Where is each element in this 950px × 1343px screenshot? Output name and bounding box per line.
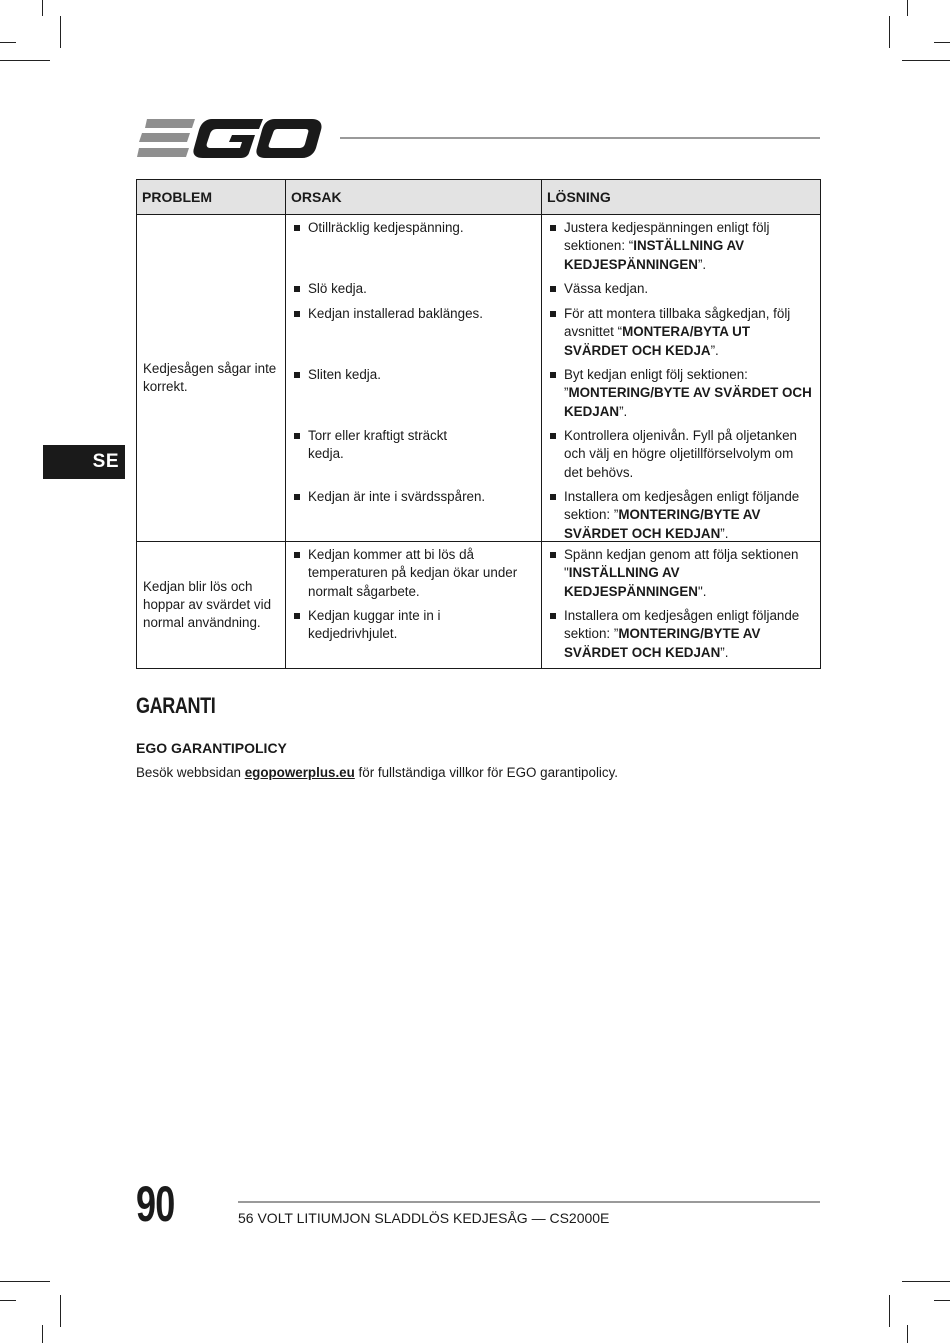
solution-item: Spänn kedjan genom att följa sektionen "INSTÄLLNING AV KEDJESPÄNNINGEN". [542,546,820,607]
bullet-icon [550,494,556,500]
table-header-row [137,180,821,215]
ego-logo [137,117,322,159]
bullet-icon [294,613,300,619]
bullet-icon [294,225,300,231]
bullet-icon [550,225,556,231]
section-heading: GARANTI [136,693,216,718]
crop-mark [934,42,950,43]
bullet-icon [294,311,300,317]
cause-item: Kedjan kuggar inte in i kedjedrivhjulet. [286,607,541,644]
policy-text [136,765,618,780]
cause-cell [286,215,542,542]
policy-heading: EGO GARANTIPOLICY [136,740,287,756]
crop-mark [60,1295,61,1327]
bullet-icon [294,552,300,558]
solution-item: Installera om kedjesågen enligt följande sektion: ”MONTERING/BYTE AV SVÄRDET OCH KEDJAN”. [542,488,820,533]
bullet-icon [550,286,556,292]
cause-item: Slö kedja. [286,280,541,305]
cause-item: Torr eller kraftigt sträckt kedja. [286,427,541,488]
crop-mark [889,16,890,48]
header-problem: PROBLEM [137,180,286,215]
cause-item: Kedjan installerad baklänges. [286,305,541,366]
footer-product-line: 56 VOLT LITIUMJON SLADDLÖS KEDJESÅG — CS2000E [238,1210,610,1226]
solution-cell [542,215,821,542]
bullet-icon [550,613,556,619]
bullet-icon [294,286,300,292]
bullet-icon [294,372,300,378]
bullet-icon [294,494,300,500]
website-link[interactable]: egopowerplus.eu [244,765,355,780]
crop-mark [902,1281,950,1282]
page-number: 90 [136,1176,175,1232]
header-solution: LÖSNING [542,180,821,215]
cause-item: Kedjan är inte i svärdsspåren. [286,488,541,533]
crop-mark [902,60,950,61]
solution-item: Installera om kedjesågen enligt följande sektion: ”MONTERING/BYTE AV SVÄRDET OCH KEDJAN”. [542,607,820,662]
crop-mark [42,0,43,16]
solution-cell [542,542,821,669]
solution-item: För att montera tillbaka sågkedjan, följ avsnittet “MONTERA/BYTA UT SVÄRDET OCH KEDJA”. [542,305,820,366]
bullet-icon [294,433,300,439]
crop-mark [934,1300,950,1301]
crop-mark [0,1300,16,1301]
crop-mark [42,1325,43,1343]
bullet-icon [550,552,556,558]
header-cause: ORSAK [286,180,542,215]
policy-text-before: Besök webbsidan [136,765,245,780]
problem-cell: Kedjesågen sågar inte korrekt. [137,215,286,542]
bullet-icon [550,433,556,439]
footer-rule [238,1201,820,1203]
crop-mark [0,42,16,43]
crop-mark [907,0,908,16]
cause-item: Kedjan kommer att bi lös då temperaturen på kedjan ökar under normalt sågarbete. [286,546,541,607]
cause-item: Sliten kedja. [286,366,541,427]
bullet-icon [550,372,556,378]
crop-mark [889,1295,890,1327]
header-rule [340,137,820,139]
crop-mark [0,1281,50,1282]
solution-item: Justera kedjespänningen enligt följ sektionen: “INSTÄLLNING AV KEDJESPÄNNINGEN”. [542,219,820,280]
language-tab: SE [43,445,125,479]
crop-mark [0,60,50,61]
table-row [137,215,821,542]
solution-item: Byt kedjan enligt följ sektionen: ”MONTERING/BYTE AV SVÄRDET OCH KEDJAN”. [542,366,820,427]
bullet-icon [550,311,556,317]
crop-mark [907,1325,908,1343]
table-row [137,542,821,669]
policy-text-after: för fullständiga villkor för EGO garantipolicy. [354,765,619,780]
problem-cell: Kedjan blir lös och hoppar av svärdet vid normal användning. [137,542,286,669]
cause-item: Otillräcklig kedjespänning. [286,219,541,280]
cause-cell [286,542,542,669]
troubleshooting-table [136,179,821,669]
solution-item: Kontrollera oljenivån. Fyll på oljetanken och välj en högre oljetillförselvolym om det behövs. [542,427,820,488]
crop-mark [60,16,61,48]
solution-item: Vässa kedjan. [542,280,820,305]
